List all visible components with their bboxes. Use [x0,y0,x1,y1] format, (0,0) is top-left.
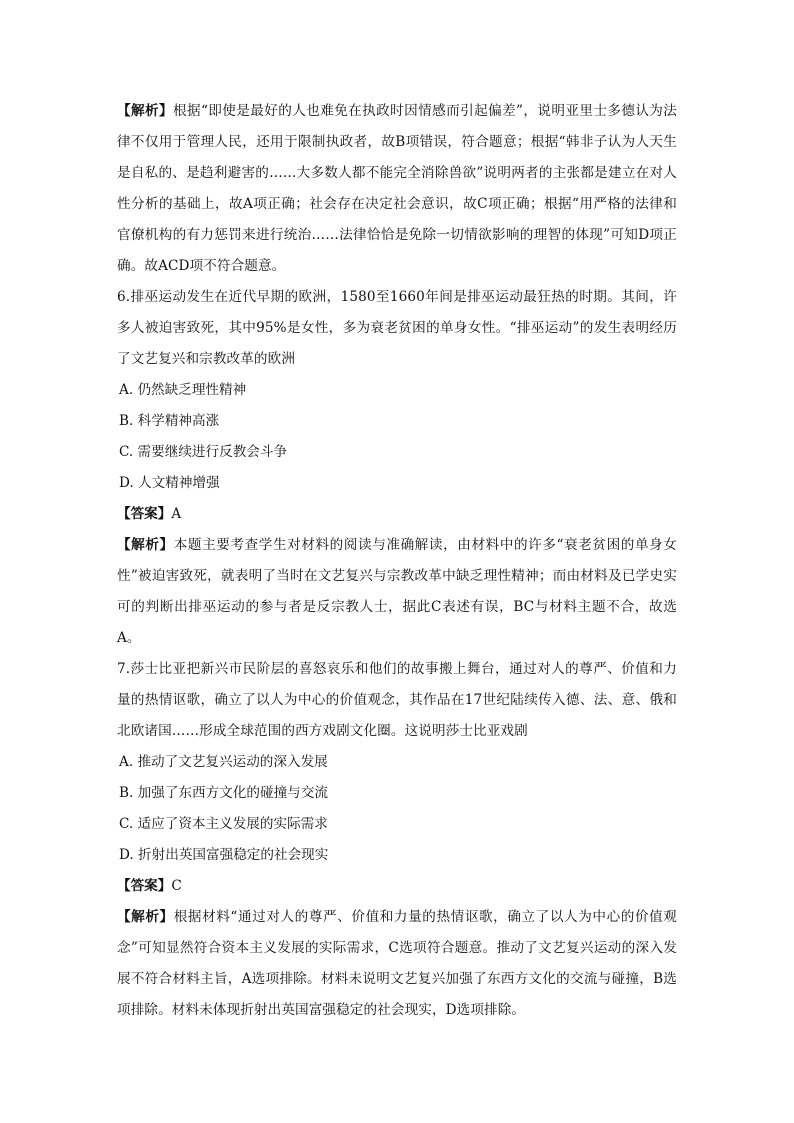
document-page [117,96,677,1026]
analysis-paragraph [117,530,677,654]
analysis-paragraph [117,96,677,282]
analysis-text: 本题主要考查学生对材料的阅读与准确解读，由材料中的许多“衰老贫困的单身女性”被迫害致死，就表明了当时在文艺复兴与宗教改革中缺乏理性精神；而由材料及已学史实可的判断出排巫运动的参与者是反宗教人士，据此C表述有误，BC与材料主题不合，故选A。 [117,537,677,646]
option-d: D. 折射出英国富强稳定的社会现实 [119,847,329,863]
option-c: C. 需要继续进行反教会斗争 [119,444,288,460]
option-b: B. 科学精神高涨 [119,413,220,429]
answer-value: A [171,506,182,522]
option-a: A. 推动了文艺复兴运动的深入发展 [119,754,328,770]
question-stem: 6.排巫运动发生在近代早期的欧洲，1580至1660年间是排巫运动最狂热的时期。其间，许多人被迫害致死，其中95%是女性，多为衰老贫困的单身女性。“排巫运动”的发生表明经历了文艺复兴和宗教改革的欧洲 [117,289,677,367]
analysis-text: 根据材料“通过对人的尊严、价值和力量的热情讴歌，确立了以人为中心的价值观念”可知显然符合资本主义发展的实际需求，C选项符合题意。推动了文艺复兴运动的深入发展不符合材料主旨，A选项排除。材料未说明文艺复兴加强了东西方文化的交流与碰撞，B选项排除。材料未体现折射出英国富强稳定的社会现实，D选项排除。 [117,909,677,1018]
analysis-text: 根据“即使是最好的人也难免在执政时因情感而引起偏差”，说明亚里士多德认为法律不仅用于管理人民，还用于限制执政者，故B项错误，符合题意；根据“韩非子认为人天生是自私的、是趋利避害的……大多数人都不能完全消除兽欲”说明两者的主张都是建立在对人性分析的基础上，故A项正确；社会存在决定社会意识，故C项正确；根据“用严格的法律和官僚机构的有力惩罚来进行统治……法律恰恰是免除一切情欲影响的理智的体现”可知D项正确。故ACD项不符合题意。 [117,103,677,274]
answer-value: C [171,878,182,894]
option-c: C. 适应了资本主义发展的实际需求 [119,816,328,832]
analysis-paragraph [117,902,677,1026]
answer-line [117,499,677,530]
analysis-tag: 【解析】 [117,537,174,553]
option-b: B. 加强了东西方文化的碰撞与交流 [119,785,328,801]
answer-tag: 【答案】 [117,878,172,894]
analysis-tag: 【解析】 [117,909,174,925]
answer-tag: 【答案】 [117,506,172,522]
option-d: D. 人文精神增强 [119,475,220,491]
analysis-tag: 【解析】 [117,103,173,119]
option-a: A. 仍然缺乏理性精神 [119,382,247,398]
answer-line [117,871,677,902]
question-stem: 7.莎士比亚把新兴市民阶层的喜怒哀乐和他们的故事搬上舞台，通过对人的尊严、价值和力量的热情讴歌，确立了以人为中心的价值观念，其作品在17世纪陆续传入德、法、意、俄和北欧诸国……形成全球范围的西方戏剧文化圈。这说明莎士比亚戏剧 [117,661,677,739]
